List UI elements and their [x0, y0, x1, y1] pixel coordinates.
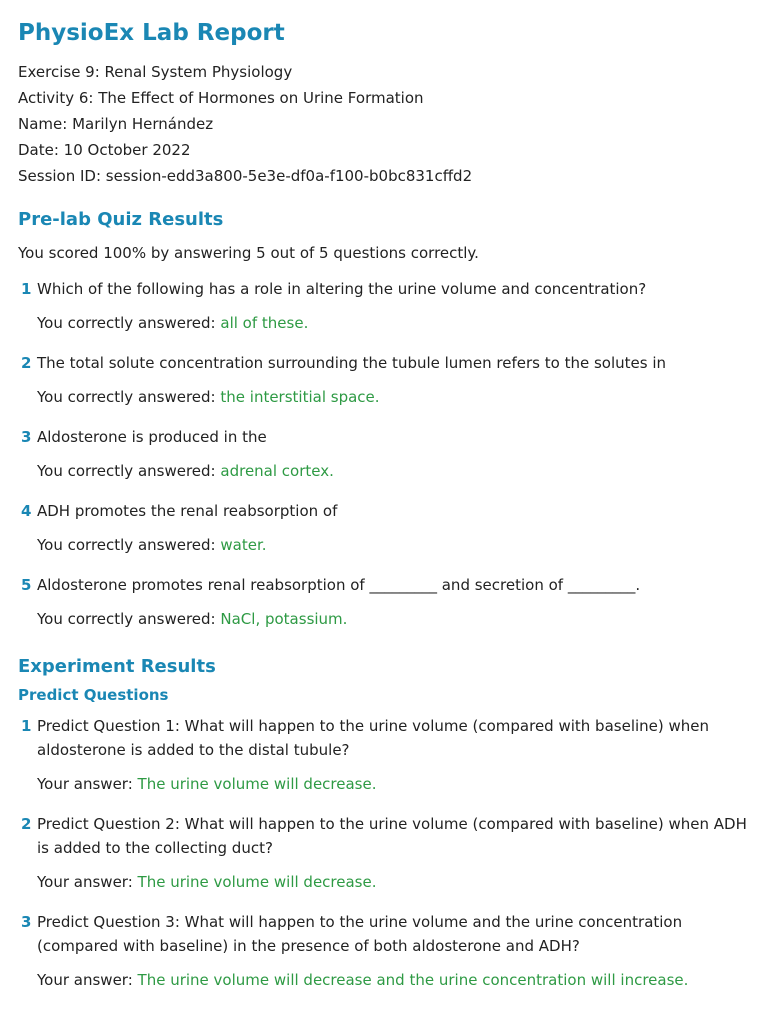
prelab-answer: [18, 460, 750, 482]
predict-answer: [18, 871, 750, 893]
prelab-question: [18, 573, 750, 597]
question-text: Predict Question 3: What will happen to the urine volume and the urine concentration (compared with baseline) in the presence of both aldosterone and ADH?: [37, 913, 683, 955]
answer-prefix: Your answer:: [37, 873, 138, 891]
predict-answer: [18, 969, 750, 991]
question-text: Aldosterone promotes renal reabsorption of _________ and secretion of _________.: [37, 576, 641, 594]
prelab-answer: [18, 534, 750, 556]
report-title: PhysioEx Lab Report: [18, 20, 285, 46]
session-line: Session ID: session-edd3a800-5e3e-df0a-f100-b0bc831cffd2: [18, 167, 473, 185]
question-number: 4: [21, 502, 32, 520]
answer-value: The urine volume will decrease.: [137, 873, 377, 891]
prelab-answer: [18, 386, 750, 408]
answer-prefix: You correctly answered:: [37, 388, 221, 406]
question-text: The total solute concentration surrounding the tubule lumen refers to the solutes in: [37, 354, 666, 372]
predict-question: [18, 714, 750, 762]
answer-prefix: You correctly answered:: [37, 462, 221, 480]
answer-value: NaCl, potassium.: [220, 610, 348, 628]
predict-question: [18, 910, 750, 958]
answer-prefix: You correctly answered:: [37, 314, 221, 332]
answer-value: The urine volume will decrease.: [137, 775, 377, 793]
question-text: Which of the following has a role in altering the urine volume and concentration?: [37, 280, 647, 298]
question-number: 2: [21, 354, 32, 372]
answer-prefix: You correctly answered:: [37, 536, 221, 554]
answer-value: The urine volume will decrease and the urine concentration will increase.: [137, 971, 689, 989]
question-text: Predict Question 2: What will happen to the urine volume (compared with baseline) when ADH is added to the collecting duct?: [37, 815, 747, 857]
question-number: 5: [21, 576, 32, 594]
answer-prefix: Your answer:: [37, 775, 138, 793]
question-text: Predict Question 1: What will happen to the urine volume (compared with baseline) when aldosterone is added to the distal tubule?: [37, 717, 710, 759]
prelab-answer: [18, 608, 750, 630]
activity-line: Activity 6: The Effect of Hormones on Urine Formation: [18, 89, 424, 107]
question-text: ADH promotes the renal reabsorption of: [37, 502, 338, 520]
question-number: 2: [21, 815, 32, 833]
name-line: Name: Marilyn Hernández: [18, 115, 214, 133]
question-number: 1: [21, 280, 32, 298]
question-number: 3: [21, 913, 32, 931]
prelab-question: [18, 277, 750, 301]
prelab-question: [18, 425, 750, 449]
answer-value: adrenal cortex.: [220, 462, 334, 480]
question-number: 3: [21, 428, 32, 446]
answer-prefix: You correctly answered:: [37, 610, 221, 628]
prelab-heading: Pre-lab Quiz Results: [18, 209, 224, 230]
prelab-question: [18, 499, 750, 523]
prelab-question: [18, 351, 750, 375]
predict-question: [18, 812, 750, 860]
answer-value: water.: [220, 536, 267, 554]
predict-subheading: Predict Questions: [18, 686, 169, 704]
answer-value: all of these.: [220, 314, 309, 332]
question-text: Aldosterone is produced in the: [37, 428, 267, 446]
predict-answer: [18, 773, 750, 795]
answer-value: the interstitial space.: [220, 388, 380, 406]
prelab-answer: [18, 312, 750, 334]
exercise-line: Exercise 9: Renal System Physiology: [18, 63, 293, 81]
question-number: 1: [21, 717, 32, 735]
answer-prefix: Your answer:: [37, 971, 138, 989]
experiment-heading: Experiment Results: [18, 656, 216, 677]
date-line: Date: 10 October 2022: [18, 141, 191, 159]
report-meta: [18, 59, 750, 189]
prelab-score: You scored 100% by answering 5 out of 5 questions correctly.: [18, 244, 479, 262]
